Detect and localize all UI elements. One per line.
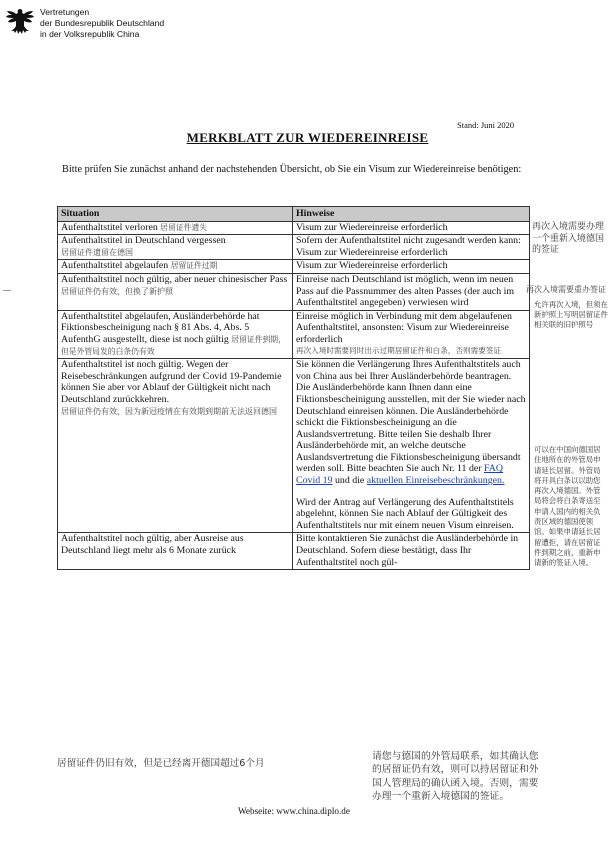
table-row <box>58 260 530 274</box>
situation-cell <box>58 273 293 310</box>
federal-eagle-icon <box>5 6 35 38</box>
hinweis-cell <box>293 310 530 358</box>
situation-cell <box>58 310 293 358</box>
table-row <box>58 533 530 570</box>
side-note-4: 可以在中国向德国居住地所在的外管局申请延长居留。外管局将开具白条以以助您再次入境德国。外管局将会将白条寄送至申请人国内的相关负责区域的德国使领馆。如果申请延长居留遭拒，请在居留证件到期之前，重新申请新的签证入境。 <box>534 445 601 568</box>
org-line-2: der Bundesrepublik Deutschland <box>40 17 165 28</box>
org-line-3: in der Volksrepublik China <box>40 28 140 39</box>
situation-cell <box>58 221 293 235</box>
stand-date: Stand: Juni 2020 <box>457 120 515 130</box>
faq-covid-link[interactable]: FAQ Covid 19 <box>296 463 504 487</box>
hinweis-text: Sie können die Verlängerung Ihres Aufenthaltstitels auch von China aus bei Ihrer Ausländerbehörde beantragen. Die Ausländerbehörde kann Ihnen dann eine Fiktionsbescheinigung ausstellen, mit der Sie wieder nach Deutschland einreisen können. Die Ausländerbehörde schickt die Fiktionsbescheinigung an die Auslandsvertretung. Bitte teilen Sie deshalb Ihrer Ausländerbehörde mit, an welche deutsche Auslandsvertretung die Fiktionsbescheinigung übersandt werden soll. Bitte beachten Sie auch Nr. 11 der <box>296 359 526 475</box>
situation-zh: 居留证件遗失 <box>160 222 208 232</box>
situation-text: Aufenthaltstitel ist noch gültig. Wegen der Reisebeschränkungen aufgrund der Covid 19-Pandemie können Sie aber vor Ablauf der Gültigkeit nicht nach Deutschland zurückkehren. <box>61 359 282 405</box>
table-header-row <box>58 207 530 222</box>
header-hinweise: Hinweise <box>293 207 530 222</box>
table-row <box>58 310 530 358</box>
hinweis-text-join: und die <box>332 475 367 487</box>
situation-text: Aufenthaltstitel abgelaufen, Ausländerbehörde hat Fiktionsbescheinigung nach § 81 Abs. 4, Abs. 5 AufenthG ausgestellt, diese ist noch gültig <box>61 310 260 345</box>
hinweis-cell: Visum zur Wiedereinreise erforderlich <box>293 260 530 274</box>
situation-text: Aufenthaltstitel in Deutschland vergessen <box>61 235 226 247</box>
hinweis-cell: Einreise nach Deutschland ist möglich, wenn im neuen Pass auf die Passnummer des alten Passes (der auch im Aufenthaltstitel angegeben) verwiesen wird <box>293 273 530 310</box>
situation-text: Aufenthaltstitel noch gültig, aber neuer chinesischer Pass <box>61 273 288 285</box>
hinweis-text: Einreise möglich in Verbindung mit dem abgelaufenen Aufenthaltstitel, ansonsten: Visum zur Wiedereinreise erforderlich <box>296 310 512 345</box>
situation-cell: Aufenthaltstitel noch gültig, aber Ausreise aus Deutschland liegt mehr als 6 Monate zurück <box>58 533 293 570</box>
hinweis-cell: Visum zur Wiedereinreise erforderlich <box>293 221 530 235</box>
situation-zh: 居留证件过期 <box>170 261 218 271</box>
document-title: MERKBLATT ZUR WIEDEREINREISE <box>186 130 429 145</box>
situation-cell <box>58 260 293 274</box>
table-row <box>58 221 530 235</box>
margin-dash <box>3 290 11 291</box>
entry-restrictions-link[interactable]: aktuellen Einreisebeschränkungen. <box>366 475 505 487</box>
situation-zh: 居留证件遗留在德国 <box>61 247 133 257</box>
website-text: Webseite: www.china.diplo.de <box>238 806 350 816</box>
reentry-table <box>57 206 530 570</box>
situation-text: Aufenthaltstitel abgelaufen <box>61 260 169 272</box>
hinweis-cell <box>293 359 530 533</box>
bottom-right-note: 请您与德国的外管局联系，如其确认您的居留证仍有效，则可以持居留证和外国人管理局的确认函入境。否则，需要办理一个重新入境德国的签证。 <box>372 751 539 803</box>
intro-text: Bitte prüfen Sie zunächst anhand der nachstehenden Übersicht, ob Sie ein Visum zur Wiedereinreise benötigen: <box>62 164 522 175</box>
header-situation: Situation <box>58 207 293 222</box>
situation-zh: 居留证件到期，但是外管局发的白条仍有效 <box>61 334 286 356</box>
hinweis-cell: Bitte kontaktieren Sie zunächst die Ausländerbehörde in Deutschland. Sofern diese bestätigt, dass Ihr Aufenthaltstitel noch gül- <box>293 533 530 570</box>
situation-cell <box>58 235 293 260</box>
hinweis-zh: 再次入境时需要同时出示过期居留证件和白条，否则需要签证 <box>296 345 502 355</box>
situation-zh: 居留证件仍有效，因为新冠疫情在有效期到期前无法返回德国 <box>61 406 277 416</box>
table-row <box>58 359 530 533</box>
situation-cell <box>58 359 293 533</box>
situation-zh: 居留证件仍有效，但换了新护照 <box>61 286 173 296</box>
hinweis-cell: Sofern der Aufenthaltstitel nicht zugesandt werden kann: Visum zur Wiedereinreise erforderlich <box>293 235 530 260</box>
table-row <box>58 273 530 310</box>
situation-text: Aufenthaltstitel verloren <box>61 221 158 233</box>
side-note-1: 再次入境需要办理一个重新入境德国的签证 <box>532 222 605 255</box>
org-line-1: Vertretungen <box>40 7 90 17</box>
side-note-3: 允许再次入境，但须在新护照上写明居留证件相关联的旧护照号 <box>534 300 608 329</box>
side-note-2: 再次入境需要重办签证 <box>526 285 606 294</box>
table-row <box>58 235 530 260</box>
bottom-left-note: 居留证件仍旧有效，但是已经离开德国超过6个月 <box>57 758 265 769</box>
hinweis-text-rejection: Wird der Antrag auf Verlängerung des Aufenthaltstitels abgelehnt, können Sie nach Ablauf der Gültigkeit des Aufenthaltstitels nur mit einem neuen Visum einreisen. <box>296 496 514 531</box>
organization-name <box>40 7 164 39</box>
